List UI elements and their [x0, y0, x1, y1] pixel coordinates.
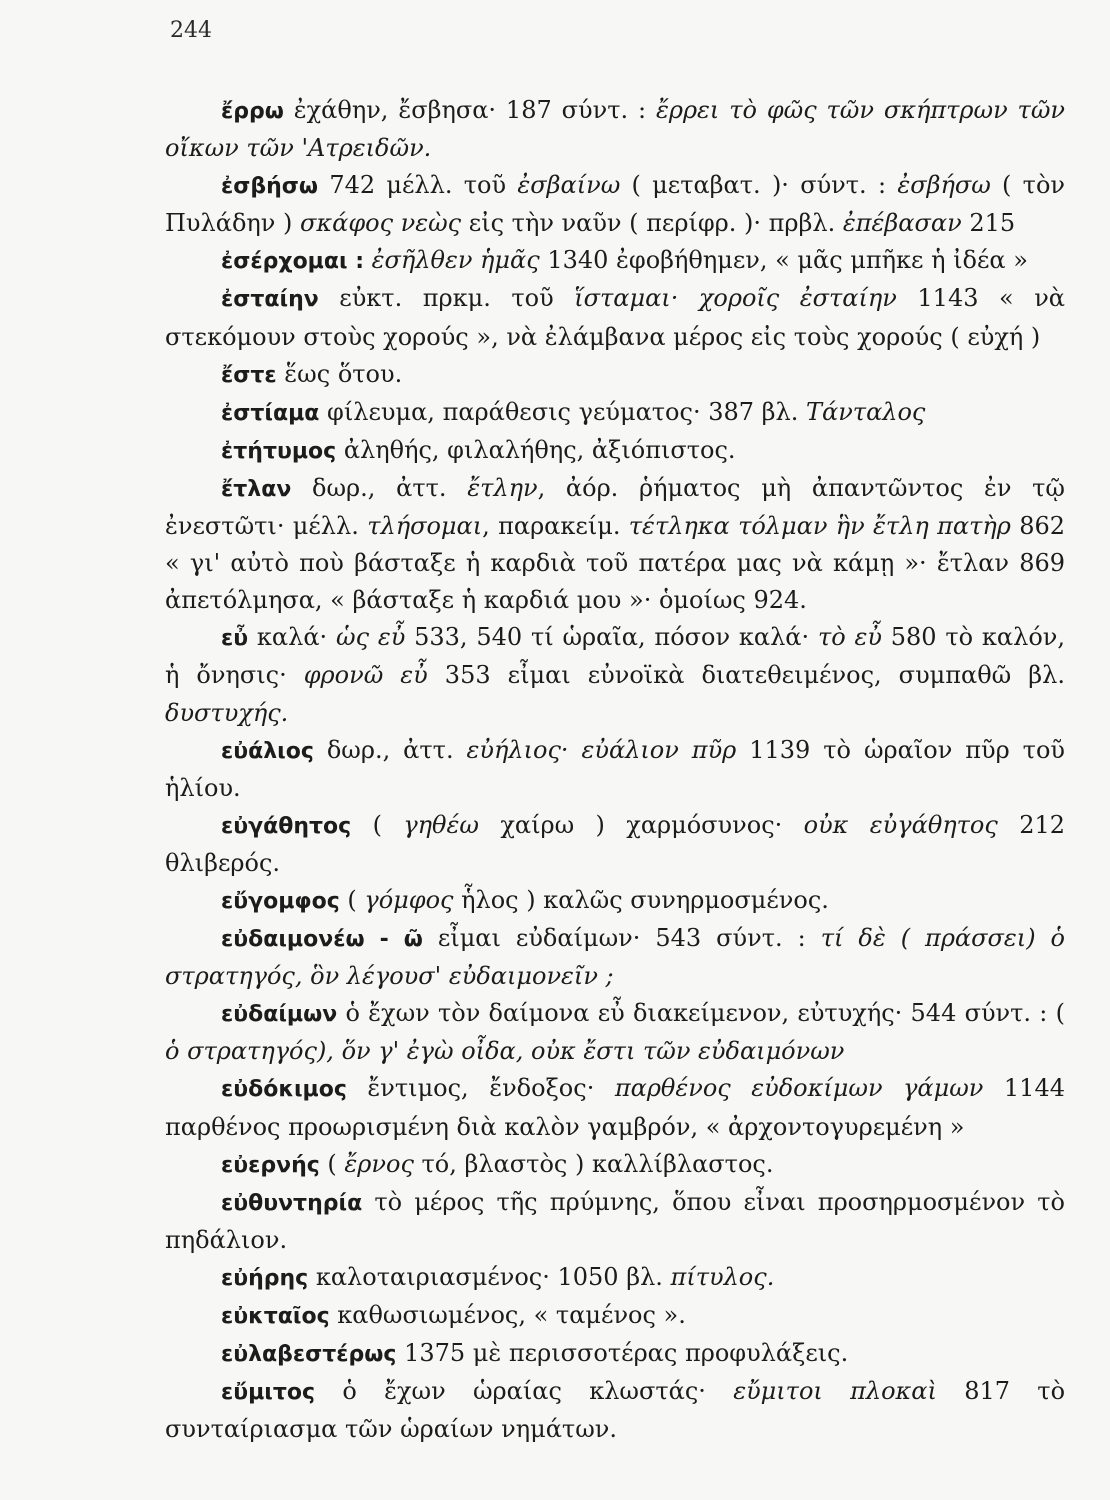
- glossary-entry: [165, 807, 1065, 882]
- entry-definition: [364, 246, 372, 274]
- entry-definition: 580 τὸ καλόν, ἡ ὄνησις·: [165, 623, 1066, 690]
- entry-headword: εὐθυντηρία: [221, 1190, 363, 1216]
- entry-definition: χαίρω ) χαρμόσυνος·: [478, 810, 804, 839]
- entry-citation: τλήσομαι: [367, 512, 483, 541]
- entry-citation: ἐσῆλθεν ἡμᾶς: [371, 246, 540, 275]
- glossary-entry: [165, 167, 1065, 242]
- entry-headword: εὔμιτος: [221, 1380, 316, 1406]
- entry-citation: ἔτλην: [467, 473, 538, 502]
- entry-definition: ἔντιμος, ἔνδοξος·: [346, 1074, 615, 1103]
- glossary-entry: [165, 920, 1065, 995]
- entry-definition: (: [319, 1149, 345, 1178]
- entry-definition: 742 μέλλ. τοῦ: [318, 171, 518, 200]
- entry-citation: ὡς εὖ: [336, 623, 406, 652]
- entry-citation: γόμφος: [364, 885, 454, 914]
- entry-definition: 1143 « νὰ στεκόμουν στοὺς χορούς », νὰ ἐλάμβανα μέρος εἰς τοὺς χορούς ( εὐχή ): [165, 284, 1066, 351]
- entry-headword: εὐήρης: [221, 1265, 309, 1291]
- glossary-entry: [165, 1146, 1065, 1184]
- glossary-entry: [165, 1184, 1065, 1259]
- entry-headword: ἐσβήσω: [221, 174, 319, 200]
- entry-headword: εὔγομφος: [221, 888, 340, 914]
- glossary-entry: [165, 1297, 1065, 1335]
- entry-definition: 862 « γι' αὐτὸ ποὺ βάσταξε ἡ καρδιὰ τοῦ πατέρα μας νὰ κάμῃ »· ἔτλαν 869 ἀπετόλμησα, « βάσταξε ἡ καρδιά μου »· ὁμοίως 924.: [165, 512, 1065, 615]
- entry-definition: φίλευμα, παράθεσις γεύματος· 387 βλ.: [319, 397, 806, 426]
- entry-definition: καλά·: [248, 623, 336, 652]
- entry-citation: οὐκ εὐγάθητος: [803, 810, 998, 839]
- entry-definition: ἕως ὅτου.: [276, 359, 403, 388]
- entry-headword: ἔρρω: [221, 99, 284, 124]
- entry-definition: (: [339, 885, 365, 914]
- entry-definition: ἧλος ) καλῶς συνηρμοσμένος.: [453, 885, 829, 914]
- entry-definition: τό, βλαστὸς ) καλλίβλαστος.: [413, 1149, 774, 1178]
- entry-headword: εὐδαιμονέω - ῶ: [221, 927, 423, 953]
- entry-definition: 1139 τὸ ὡραῖον πῦρ τοῦ ἡλίου.: [165, 735, 1065, 802]
- entry-headword: εὐδόκιμος: [221, 1077, 347, 1103]
- entry-citation: δυστυχής.: [165, 698, 289, 727]
- entry-definition: , παρακείμ.: [482, 512, 629, 541]
- entry-citation: ἔρρει τὸ φῶς τῶν σκήπτρων τῶν οἴκων τῶν 'Ατρειδῶν.: [165, 96, 1065, 163]
- entry-definition: 353 εἶμαι εὐνοϊκὰ διατεθειμένος, συμπαθῶ βλ.: [427, 661, 1065, 690]
- entry-definition: 212 θλιβερός.: [165, 810, 1065, 877]
- glossary-entry: [165, 92, 1065, 167]
- entry-definition: (: [351, 810, 404, 839]
- glossary-entry: [165, 995, 1065, 1070]
- entry-citation: ἔρνος: [344, 1149, 414, 1178]
- glossary-entry: [165, 1373, 1065, 1448]
- entry-definition: ἐχάθην, ἔσβησα· 187 σύντ. :: [283, 96, 656, 124]
- glossary-entry: [165, 882, 1065, 920]
- entry-definition: , ἀόρ. ῥήματος μὴ ἀπαντῶντος ἐν τῷ ἐνεστῶτι· μέλλ.: [165, 473, 1066, 541]
- entry-headword: εὖ: [221, 626, 249, 652]
- entry-definition: ( μεταβατ. )· σύντ. :: [620, 171, 898, 200]
- entry-headword: ἔστε: [221, 362, 277, 388]
- entry-definition: 215: [961, 209, 1016, 238]
- entry-citation: τέτληκα τόλμαν ἣν ἔτλη πατὴρ: [628, 512, 1011, 541]
- glossary-entry: [165, 732, 1065, 807]
- entry-definition: τὸ μέρος τῆς πρύμνης, ὅπου εἶναι προσηρμοσμένον τὸ πηδάλιον.: [165, 1187, 1065, 1254]
- entry-headword: εὐδαίμων: [221, 1002, 338, 1028]
- entry-definition: ὁ ἔχων ὡραίας κλωστάς·: [315, 1377, 734, 1406]
- glossary-entry: [165, 280, 1065, 355]
- entry-citation: παρθένος εὐδοκίμων γάμων: [614, 1074, 984, 1103]
- glossary-entry: [165, 619, 1065, 731]
- glossary: [165, 92, 1065, 1448]
- glossary-entry: [165, 1259, 1065, 1297]
- entry-citation: φρονῶ εὖ: [303, 661, 428, 690]
- entry-definition: 1340 ἐφοβήθημεν, « μᾶς μπῆκε ἡ ἰδέα »: [539, 246, 1028, 275]
- entry-citation: σκάφος νεὼς: [299, 209, 462, 238]
- entry-citation: τί δὲ ( πράσσει) ὁ στρατηγός, ὃν λέγουσ' εὐδαιμονεῖν ;: [165, 924, 1065, 991]
- entry-citation: εὐήλιος· εὐάλιον πῦρ: [466, 735, 737, 764]
- entry-headword: εὐγάθητος: [221, 813, 352, 839]
- entry-headword: εὐάλιος: [221, 738, 314, 764]
- entry-definition: καλοταιριασμένος· 1050 βλ.: [308, 1262, 671, 1291]
- glossary-entry: [165, 470, 1065, 619]
- glossary-entry: [165, 1070, 1065, 1145]
- entry-definition: δωρ., ἀττ.: [313, 735, 467, 764]
- entry-definition: εἶμαι εὐδαίμων· 543 σύντ. :: [422, 924, 821, 953]
- entry-headword: ἐτήτυμος: [221, 438, 337, 464]
- entry-headword: εὐκταῖος: [221, 1304, 330, 1329]
- entry-headword: ἔτλαν: [221, 476, 292, 502]
- entry-definition: 817 τὸ συνταίριασμα τῶν ὡραίων νημάτων.: [165, 1377, 1066, 1444]
- entry-citation: τὸ εὖ: [817, 623, 882, 652]
- entry-definition: 1375 μὲ περισσοτέρας προφυλάξεις.: [396, 1339, 849, 1368]
- entry-headword: εὐλαβεστέρως: [221, 1342, 397, 1368]
- glossary-entry: [165, 432, 1065, 470]
- entry-citation: ὁ στρατηγός), ὅν γ' ἐγὼ οἶδα, οὐκ ἔστι τῶν εὐδαιμόνων: [165, 1037, 845, 1066]
- entry-headword: ἐσέρχομαι :: [221, 249, 365, 275]
- entry-headword: ἐστίαμα: [221, 400, 320, 426]
- glossary-entry: [165, 356, 1065, 394]
- entry-definition: ἀληθής, φιλαλήθης, ἀξιόπιστος.: [336, 435, 736, 464]
- entry-definition: καθωσιωμένος, « ταμένος ».: [329, 1301, 686, 1329]
- entry-definition: ( τὸν Πυλάδην ): [165, 171, 1066, 238]
- entry-citation: πίτυλος.: [670, 1262, 775, 1291]
- entry-citation: γηθέω: [403, 810, 479, 839]
- glossary-entry: [165, 1335, 1065, 1373]
- entry-headword: ἐσταίην: [221, 287, 319, 313]
- entry-citation: ἐπέβασαν: [842, 209, 962, 238]
- entry-definition: εὐκτ. πρκμ. τοῦ: [318, 284, 575, 313]
- glossary-entry: [165, 242, 1065, 280]
- page-number: 244: [170, 18, 212, 43]
- entry-definition: δωρ., ἀττ.: [291, 473, 468, 502]
- entry-definition: 533, 540 τί ὡραῖα, πόσον καλά·: [405, 623, 818, 652]
- entry-definition: εἰς τὴν ναῦν ( περίφρ. )· πρβλ.: [461, 209, 843, 238]
- entry-definition: ὁ ἔχων τὸν δαίμονα εὖ διακείμενον, εὐτυχής· 544 σύντ. : (: [337, 999, 1065, 1028]
- entry-definition: 1144 παρθένος προωρισμένη διὰ καλὸν γαμβρόν, « ἀρχοντογυρεμένη »: [165, 1074, 1065, 1141]
- entry-citation: Τάνταλος: [805, 397, 926, 426]
- entry-citation: εὔμιτοι πλοκαὶ: [733, 1377, 937, 1406]
- entry-citation: ἐσβήσω: [897, 171, 991, 200]
- entry-citation: ἵσταμαι· χοροῖς ἐσταίην: [574, 284, 897, 313]
- entry-citation: ἐσβαίνω: [517, 171, 621, 200]
- entry-headword: εὐερνής: [221, 1152, 320, 1178]
- glossary-entry: [165, 394, 1065, 432]
